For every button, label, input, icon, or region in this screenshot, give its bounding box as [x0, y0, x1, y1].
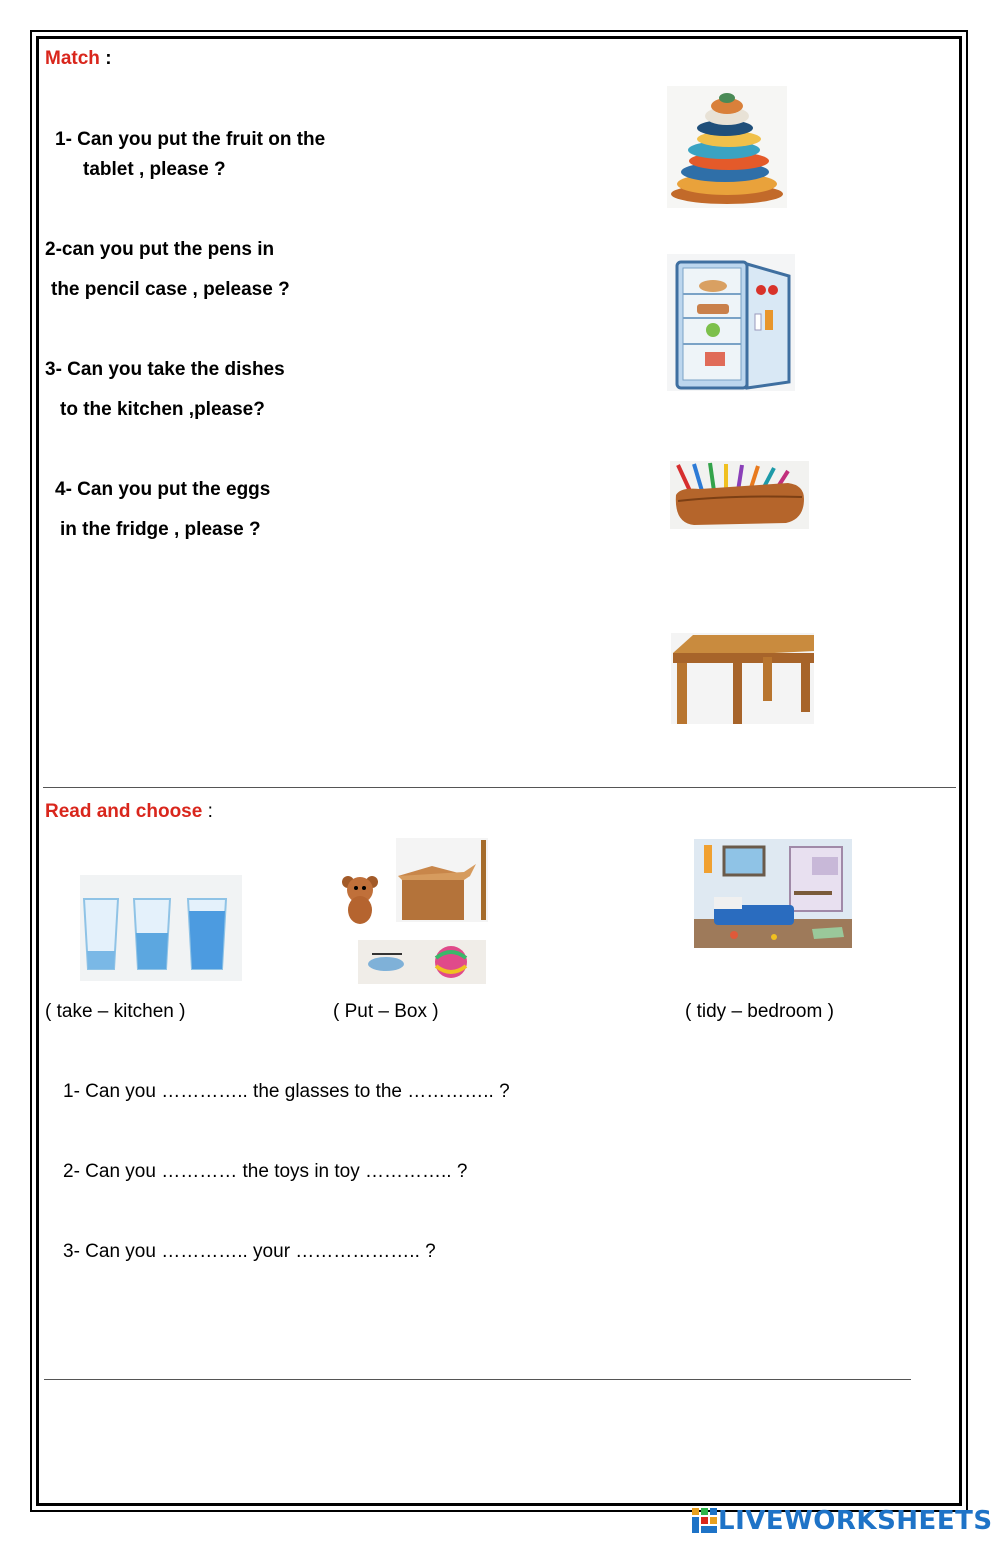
match-question-2: [45, 235, 290, 305]
messy-bedroom-icon[interactable]: [694, 839, 852, 948]
liveworksheets-logo-icon: [692, 1508, 718, 1534]
read-choose-heading-colon: :: [207, 801, 213, 822]
match-question-1: [55, 125, 325, 185]
fill-sentence-2[interactable]: 2- Can you ………… the toys in toy ………….. ?: [63, 1161, 468, 1182]
section-divider: [43, 787, 956, 788]
stacked-dishes-icon[interactable]: [667, 86, 787, 208]
pencil-case-icon[interactable]: [670, 461, 809, 529]
match-heading: [45, 48, 112, 70]
match-question-4-line1: 4- Can you put the eggs: [55, 479, 271, 500]
read-choose-heading: [45, 801, 213, 823]
toys-box-icon[interactable]: [336, 838, 488, 984]
liveworksheets-brand: [692, 1506, 993, 1536]
match-question-4-line2: in the fridge , please ?: [60, 519, 261, 540]
match-question-1-line1: 1- Can you put the fruit on the: [55, 129, 326, 150]
liveworksheets-wordmark: LIVEWORKSHEETS: [718, 1506, 993, 1536]
match-question-1-line2: tablet , please ?: [83, 159, 226, 180]
match-question-4: [55, 475, 270, 545]
fill-sentence-1[interactable]: 1- Can you ………….. the glasses to the ………….. ?: [63, 1081, 510, 1102]
table-icon[interactable]: [671, 633, 814, 724]
match-question-2-line2: the pencil case , pelease ?: [51, 279, 290, 300]
fill-sentence-3[interactable]: 3- Can you ………….. your ……………….. ?: [63, 1241, 436, 1262]
match-question-2-line1: 2-can you put the pens in: [45, 239, 275, 260]
option-tidy-bedroom: ( tidy – bedroom ): [685, 1001, 834, 1022]
bottom-divider: [44, 1379, 911, 1380]
match-question-3: [45, 355, 285, 425]
read-choose-heading-label: Read and choose: [45, 801, 203, 822]
match-heading-label: Match: [45, 48, 100, 69]
glasses-icon[interactable]: [80, 875, 242, 981]
fridge-icon[interactable]: [667, 254, 795, 391]
match-heading-colon: :: [105, 48, 112, 69]
match-question-3-line1: 3- Can you take the dishes: [45, 359, 285, 380]
match-question-3-line2: to the kitchen ,please?: [60, 399, 265, 420]
option-take-kitchen: ( take – kitchen ): [45, 1001, 186, 1022]
option-put-box: ( Put – Box ): [333, 1001, 439, 1022]
